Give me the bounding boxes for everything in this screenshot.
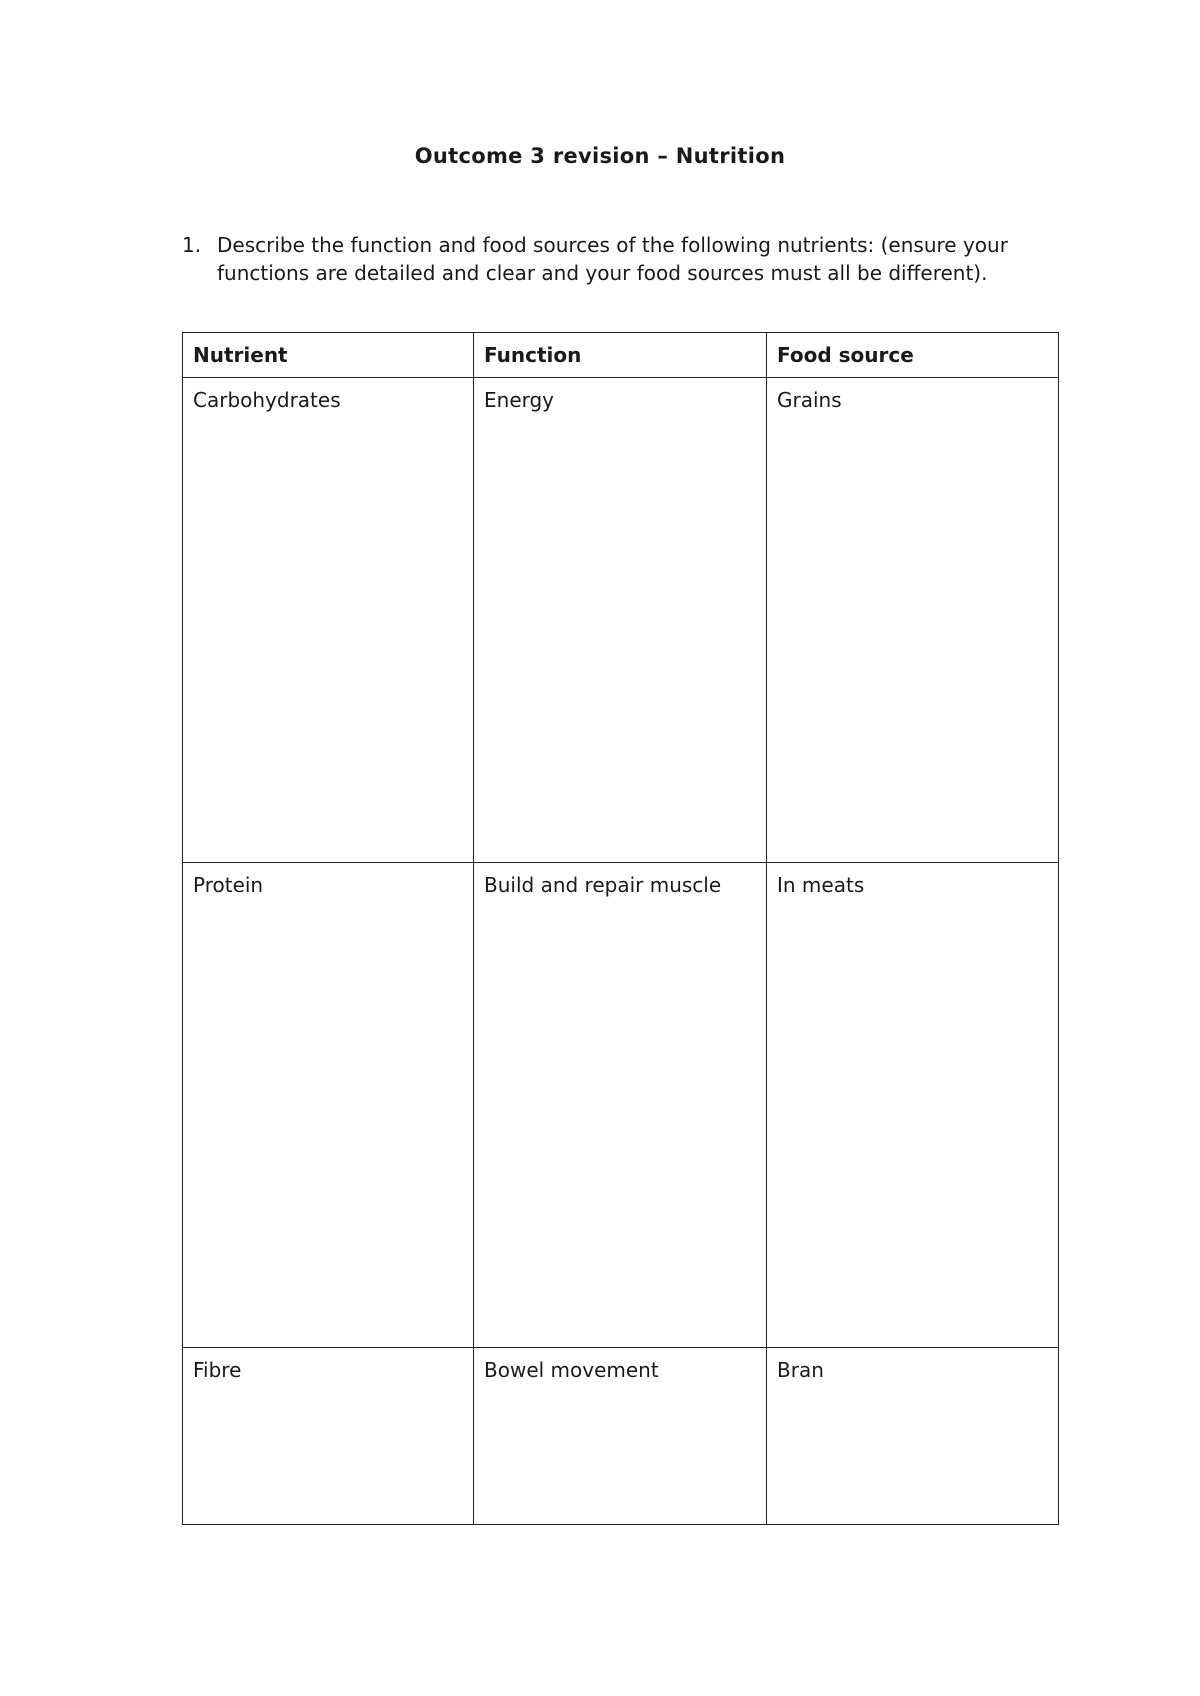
nutrient-cell: Fibre: [183, 1348, 474, 1525]
table-row: [183, 378, 1059, 863]
function-cell: Energy: [474, 378, 767, 863]
nutrient-cell: Protein: [183, 863, 474, 1348]
column-header-food-source: Food source: [767, 333, 1059, 378]
column-header-function: Function: [474, 333, 767, 378]
question-text: Describe the function and food sources of the following nutrients: (ensure your functions are detailed and clear and your food sources must all be different).: [217, 233, 1008, 285]
function-cell: Build and repair muscle: [474, 863, 767, 1348]
column-header-nutrient: Nutrient: [183, 333, 474, 378]
table-header-row: [183, 333, 1059, 378]
food-source-cell: Grains: [767, 378, 1059, 863]
table-row: [183, 863, 1059, 1348]
food-source-cell: In meats: [767, 863, 1059, 1348]
food-source-cell: Bran: [767, 1348, 1059, 1525]
question-number: 1.: [182, 233, 202, 257]
page-title: Outcome 3 revision – Nutrition: [414, 144, 786, 168]
function-cell: Bowel movement: [474, 1348, 767, 1525]
nutrient-cell: Carbohydrates: [183, 378, 474, 863]
nutrient-table: [182, 332, 1059, 1525]
table-row: [183, 1348, 1059, 1525]
